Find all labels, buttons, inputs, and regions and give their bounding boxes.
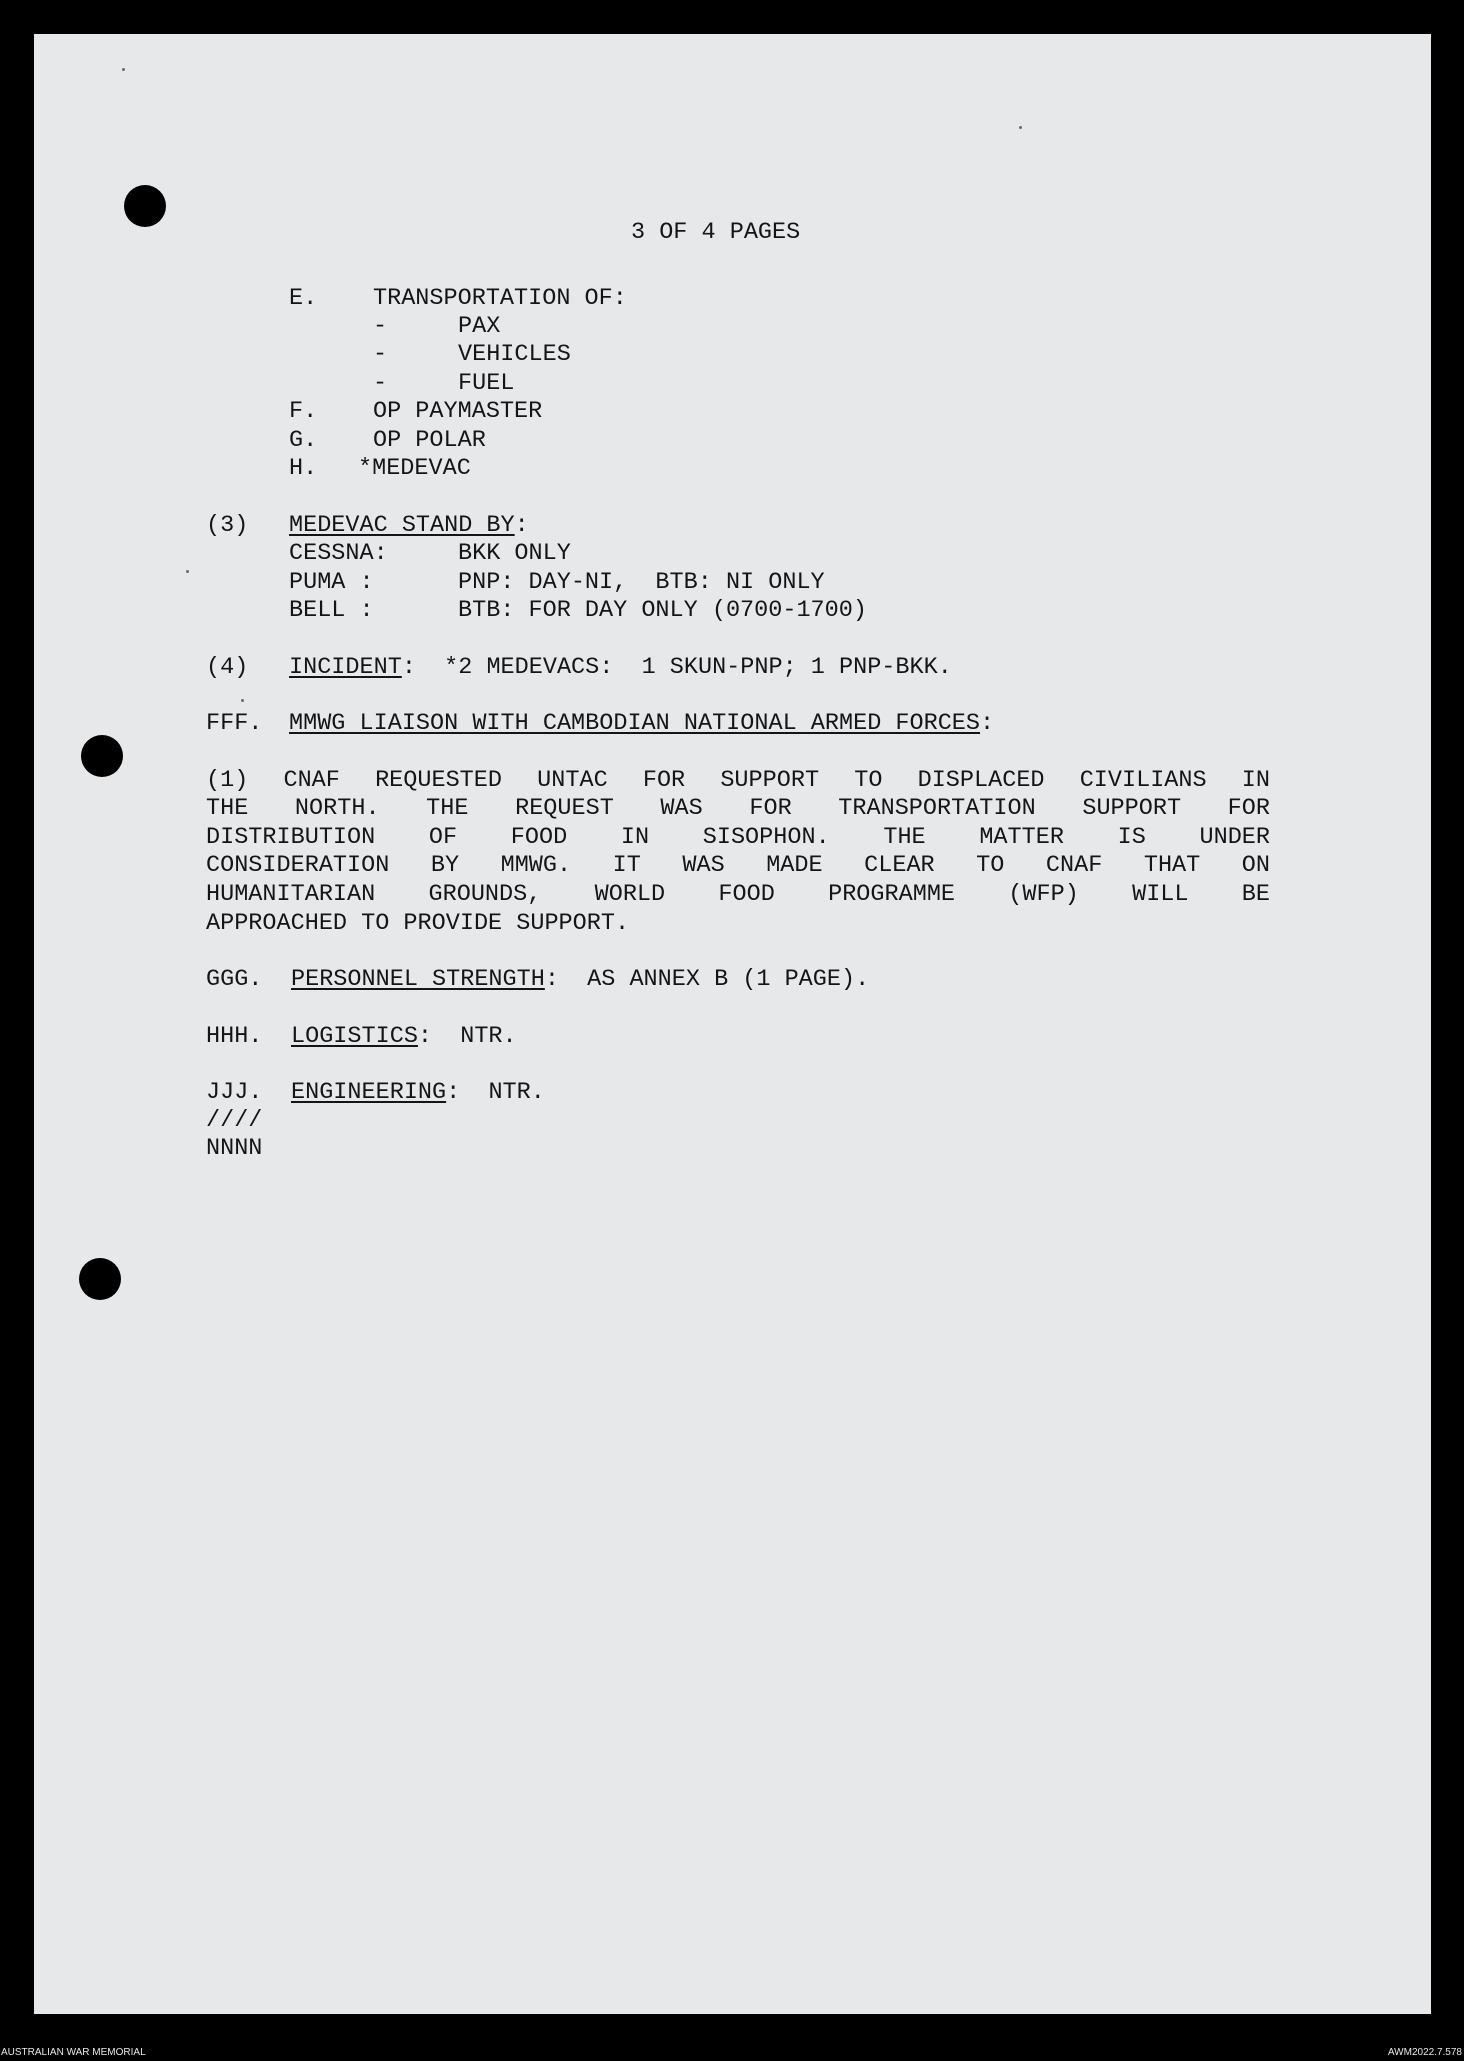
item-h-text: *MEDEVAC [358,455,471,482]
paper-speck [241,699,244,702]
fff-heading-line [289,710,994,738]
fff-paragraph-line: DISTRIBUTION OF FOOD IN SISOPHON. THE MATTER IS UNDER [206,824,1270,851]
fff-paragraph-line: HUMANITARIAN GROUNDS, WORLD FOOD PROGRAMME (WFP) WILL BE [206,881,1270,908]
document-page [34,34,1431,2014]
hhh-line [291,1023,517,1051]
item-f-text: OP PAYMASTER [373,398,543,425]
subitem-dash: - [373,341,388,368]
section-4-text: : *2 MEDEVACS: 1 SKUN-PNP; 1 PNP-BKK. [401,654,952,681]
subitem-text: FUEL [458,370,515,397]
section-3-heading-text: MEDEVAC STAND BY [289,512,515,539]
standby-aircraft: PUMA : [289,569,374,596]
page-header: 3 OF 4 PAGES [631,219,801,246]
paper-speck [122,68,125,71]
section-4-line [289,654,952,682]
section-3-number: (3) [206,512,249,539]
fff-paragraph-last-line: APPROACHED TO PROVIDE SUPPORT. [206,910,630,937]
ggg-text: : AS ANNEX B (1 PAGE). [544,966,870,993]
fff-paragraph-line: CONSIDERATION BY MMWG. IT WAS MADE CLEAR TO CNAF THAT ON [206,852,1270,879]
item-f-letter: F. [289,398,318,425]
hhh-code: HHH. [206,1023,263,1050]
punch-hole-bottom [79,1258,121,1300]
section-4-heading: INCIDENT [289,654,402,681]
ggg-line [291,966,869,994]
punch-hole-middle [81,735,123,777]
fff-code: FFF. [206,710,263,737]
footer-item-number: AWM2022.7.578 [1387,2047,1462,2058]
standby-detail: BTB: FOR DAY ONLY (0700-1700) [458,597,867,624]
hhh-text: : NTR. [417,1023,517,1050]
standby-detail: PNP: DAY-NI, BTB: NI ONLY [458,569,825,596]
jjj-text: : NTR. [446,1079,545,1106]
section-3-heading [289,512,529,540]
footer-archive-name: AUSTRALIAN WAR MEMORIAL [1,2047,146,2058]
standby-detail: BKK ONLY [458,540,571,567]
jjj-code: JJJ. [206,1079,263,1106]
jjj-heading: ENGINEERING [291,1079,447,1106]
subitem-dash: - [373,313,388,340]
fff-paragraph-line: (1) CNAF REQUESTED UNTAC FOR SUPPORT TO DISPLACED CIVILIANS IN [206,767,1270,794]
item-g-letter: G. [289,427,318,454]
item-g-text: OP POLAR [373,427,486,454]
fff-colon: : [980,710,995,737]
paper-speck [1019,126,1022,129]
paper-speck [186,570,189,573]
subitem-text: PAX [458,313,501,340]
standby-aircraft: CESSNA: [289,540,388,567]
item-e-text: TRANSPORTATION OF: [373,285,627,312]
subitem-dash: - [373,370,388,397]
hhh-heading: LOGISTICS [291,1023,418,1050]
end-slashes: //// [206,1107,263,1134]
section-4-number: (4) [206,654,249,681]
fff-heading: MMWG LIAISON WITH CAMBODIAN NATIONAL ARMED FORCES [289,710,981,737]
ggg-heading: PERSONNEL STRENGTH [291,966,545,993]
jjj-line [291,1079,545,1107]
section-3-colon: : [514,512,529,539]
ggg-code: GGG. [206,966,263,993]
subitem-text: VEHICLES [458,341,571,368]
punch-hole-top [124,185,166,227]
fff-paragraph-line: THE NORTH. THE REQUEST WAS FOR TRANSPORTATION SUPPORT FOR [206,795,1270,822]
standby-aircraft: BELL : [289,597,374,624]
item-h-letter: H. [289,455,318,482]
end-nnnn: NNNN [206,1135,263,1162]
item-e-letter: E. [289,285,318,312]
